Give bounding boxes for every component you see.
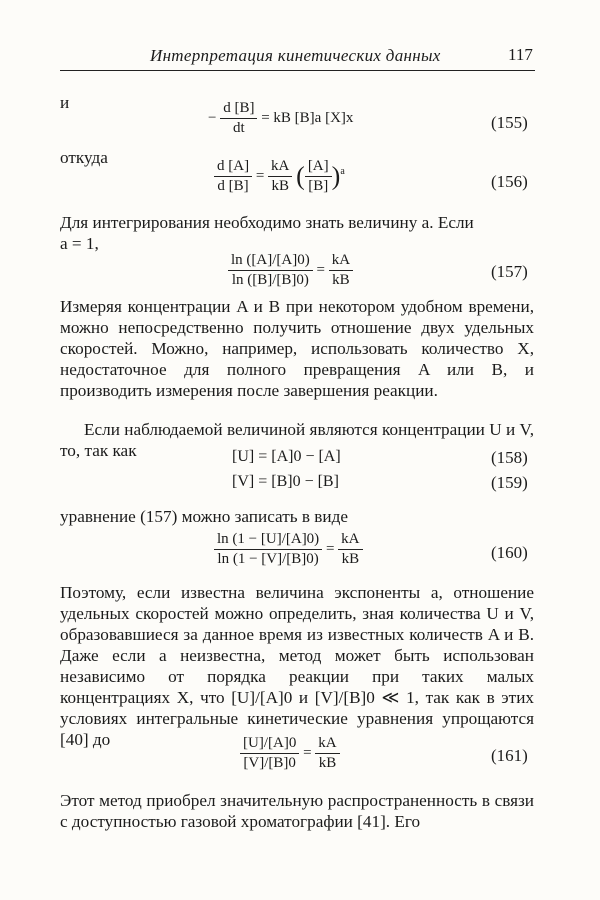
eq157-num: ln ([A]/[A]0) — [228, 252, 313, 271]
eq155-rhs: = kB [B]a [X]x — [261, 109, 354, 126]
eq160-num: ln (1 − [U]/[A]0) — [214, 531, 322, 550]
eq161-den: [V]/[B]0 — [243, 755, 296, 771]
paragraph-measuring: Измеряя концентрации A и B при некотором удобном времени, можно непосредственно получить отношение двух удельных скоростей. Можно, например, использовать количество X, недостаточное для полного превращения A или B, и производить измерения после завершения реакции. — [60, 297, 534, 400]
text-integration-1: Для интегрирования необходимо знать величину a. Если — [60, 213, 474, 232]
equation-160: $\frac{\ln (1 - [U]/[A]0)}{\ln (1 - [V]/[B]0)}$ = $\frac{kA}{kB}$ — [214, 531, 363, 568]
eq157-k-den: kB — [332, 272, 350, 288]
eq156-power: a — [340, 165, 345, 177]
equation-number-155: (155) — [491, 113, 528, 132]
running-header-title: Интерпретация кинетических данных — [150, 46, 441, 65]
eq161-k-den: kB — [318, 755, 337, 771]
eq161-num: [U]/[A]0 — [240, 735, 299, 754]
equation-number-157: (157) — [491, 262, 528, 281]
text-eq157-intro: уравнение (157) можно записать в виде — [60, 507, 348, 526]
equation-159: [V] = [B]0 − [B] — [232, 473, 339, 490]
equation-number-156: (156) — [491, 172, 528, 191]
eq156-par-num: [A] — [305, 158, 332, 177]
equation-number-158: (158) — [491, 448, 528, 467]
eq156-lhs-num: d [A] — [214, 158, 252, 177]
eq155-num: d [B] — [220, 100, 257, 119]
paragraph-final: Этот метод приобрел значительную распространенность в связи с доступностью газовой хроматографии [41]. Его — [60, 791, 534, 831]
paragraph-therefore: Поэтому, если известна величина экспоненты a, отношение удельных скоростей можно определить, зная количества U и V, образовавшиеся за данное время из известных количеств A и B. Даже если a неизвестна, метод может быть использован независимо от порядка реакции при таких малых концентрациях X, что [U]/[A]0 и [V]/[B]0 ≪ 1, так как в этих условиях интегральные кинетические уравнения упрощаются [40] до — [60, 583, 534, 749]
eq156-lhs-den: d [B] — [217, 178, 249, 194]
eq155-den: dt — [233, 120, 245, 136]
eq160-k-den: kB — [341, 551, 360, 567]
equation-number-160: (160) — [491, 543, 528, 562]
equation-161: $\frac{[U]/[A]0}{[V]/[B]0}$ = $\frac{kA}{kB}$ — [240, 735, 340, 772]
equation-156: $\frac{d [A]}{d [B]}$ = $\frac{kA}{kB}$ ( $\frac{[A]}{[B]}$ )$^a$ — [214, 158, 345, 195]
eq160-k-num: kA — [338, 531, 362, 550]
equation-number-159: (159) — [491, 473, 528, 492]
paragraph-uv: Если наблюдаемой величиной являются концентрации U и V, то, так как — [60, 420, 534, 460]
eq156-par-den: [B] — [308, 178, 329, 194]
page-number: 117 — [508, 45, 533, 64]
equation-155: − $\frac{d [B]}{dt}$ = kB [B]a [X]x — [208, 100, 354, 136]
equation-number-161: (161) — [491, 746, 528, 765]
equation-158: [U] = [A]0 − [A] — [232, 448, 341, 465]
eq156-k-num: kA — [268, 158, 292, 177]
header-rule — [60, 70, 535, 71]
eq157-den: ln ([B]/[B]0) — [231, 272, 309, 288]
text-and: и — [60, 93, 70, 112]
equation-157: $\frac{\ln ([A]/[A]0)}{\ln ([B]/[B]0)}$ = $\frac{kA}{kB}$ — [228, 252, 353, 289]
text-integration-2: a = 1, — [60, 234, 99, 253]
eq157-k-num: kA — [329, 252, 353, 271]
eq161-k-num: kA — [315, 735, 339, 754]
eq156-k-den: kB — [271, 178, 289, 194]
text-whence: откуда — [60, 148, 108, 167]
eq160-den: ln (1 − [V]/[B]0) — [217, 551, 319, 567]
